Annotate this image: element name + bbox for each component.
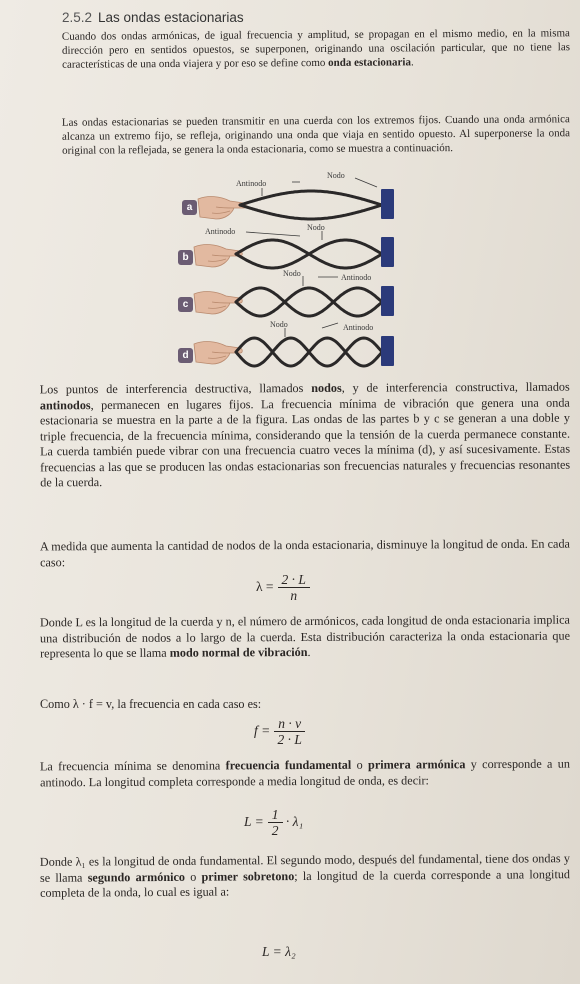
section-number: 2.5.2 [62,10,93,25]
wave-envelope-upper [236,288,382,316]
standing-wave-d [236,335,382,369]
fixed-end-wall-d [381,336,394,366]
term-segundo-armonico: segundo armónico [87,869,186,885]
paragraph-frecuencia: Como λ · f = v, la frecuencia en cada caso es: [40,697,262,711]
wave-envelope-lower [236,338,382,366]
panel-badge-a: a [182,200,197,215]
equation-fundamental-length: L = $\frac{1}{2}$ · λ₁ [244,807,304,838]
wave-envelope-lower [236,288,382,316]
fixed-end-wall-c [381,286,394,316]
label-antinodo-a: Antinodo [236,179,267,188]
term-modo-normal: modo normal de vibración [169,644,308,660]
paragraph-modo-normal: Donde L es la longitud de la cuerda y n, el número de armónicos, cada longitud de onda estacionaria implica una distribución de nodos a lo largo de la cuerda. Esta distribución caracteriza la onda estacionaria que representa lo que se llama modo normal de vibración. [39,612,571,661]
term-antinodos: antinodos [39,397,91,412]
standing-wave-figure [0,0,580,380]
wave-envelope-upper [240,191,382,205]
paragraph-intro: Cuando dos ondas armónicas, de igual frecuencia y amplitud, se propagan en el mismo medio, en la misma dirección pero en sentidos opuestos, se superponen, originando una oscilación particular, que no tiene las características de una onda viajera y por eso se define como onda estacionaria. [61,27,571,71]
equation-second-harmonic: L = λ₂ [262,944,296,959]
standing-wave-b [236,237,382,271]
label-nodo-b: Nodo [307,223,325,232]
paragraph-intro-text: Cuando dos ondas armónicas, de igual frecuencia y amplitud, se propagan en el mismo medio, en la misma dirección pero en sentidos opuestos, se superponen, originando una oscilación particular, que no tiene las características de una onda viajera y por eso se define como [61,27,571,71]
label-nodo-a: Nodo [327,171,345,180]
section-title-text: Las ondas estacionarias [98,10,244,25]
standing-wave-c [236,285,382,319]
fixed-end-wall-b [381,237,394,267]
fixed-end-wall-a [381,189,394,219]
paragraph-longitud: A medida que aumenta la cantidad de nodos de la onda estacionaria, disminuye la longitud de onda. En cada caso: [39,536,570,569]
term-onda-estacionaria: onda estacionaria [328,56,411,69]
term-frecuencia-fundamental: frecuencia fundamental [225,757,352,773]
wave-envelope-lower [240,205,382,219]
paragraph-fundamental: La frecuencia mínima se denomina frecuencia fundamental o primera armónica y corresponde a un antinodo. La longitud completa corresponde a media longitud de onda, es decir: [39,756,571,789]
label-antinodo-c: Antinodo [341,273,372,282]
equation-wavelength: λ = $\frac{2 \cdot L}{n}$ [256,573,310,603]
label-nodo-d: Nodo [270,320,288,329]
term-primera-armonica: primera armónica [367,757,466,772]
standing-wave-a [240,188,382,222]
term-primer-sobretono: primer sobretono [201,868,295,884]
term-nodos: nodos [311,380,342,395]
panel-badge-c: c [178,297,193,312]
panel-badge-b: b [178,250,193,265]
label-antinodo-d: Antinodo [343,323,374,332]
paragraph-nodos: Los puntos de interferencia destructiva, llamados nodos, y de interferencia constructiva, llamados antinodos, permanecen en lugares fijos. La frecuencia mínima de vibración que genera una onda estacionaria se muestra en la parte a de la figura. Las ondas de las partes b y c se generan a una doble y triple frecuencia, de la frecuencia mínima, considerando que la tensión de la cuerda permanece constante. La cuerda también puede vibrar con una frecuencia cuatro veces la mínima (d), y así sucesivamente. Estas frecuencias a las que se producen las ondas estacionarias son frecuencias naturales y frecuencias resonantes de la cuerda. [39,379,571,490]
paragraph-segundo-modo: Donde λ₁ es la longitud de onda fundamental. El segundo modo, después del fundamental, tiene dos ondas y se llama segundo armónico o primer sobretono; la longitud de la cuerda corresponde a una longitud completa de la onda, lo cual es igual a: [39,851,571,900]
label-antinodo-b: Antinodo [205,227,236,236]
panel-badge-d: d [178,348,193,363]
label-nodo-c: Nodo [283,269,301,278]
paragraph-cuerda-text: Las ondas estacionarias se pueden transmitir en una cuerda con los extremos fijos. Cuando una onda armónica alcanza un extremo fijo, se refleja, originando una onda que viaja en sentido opuesto. Al superponerse la onda original con la reflejada, se genera la onda estacionaria, como se muestra a continuación. [61,113,571,157]
equation-frequency: f = $\frac{n \cdot v}{2 \cdot L}$ [254,717,305,747]
